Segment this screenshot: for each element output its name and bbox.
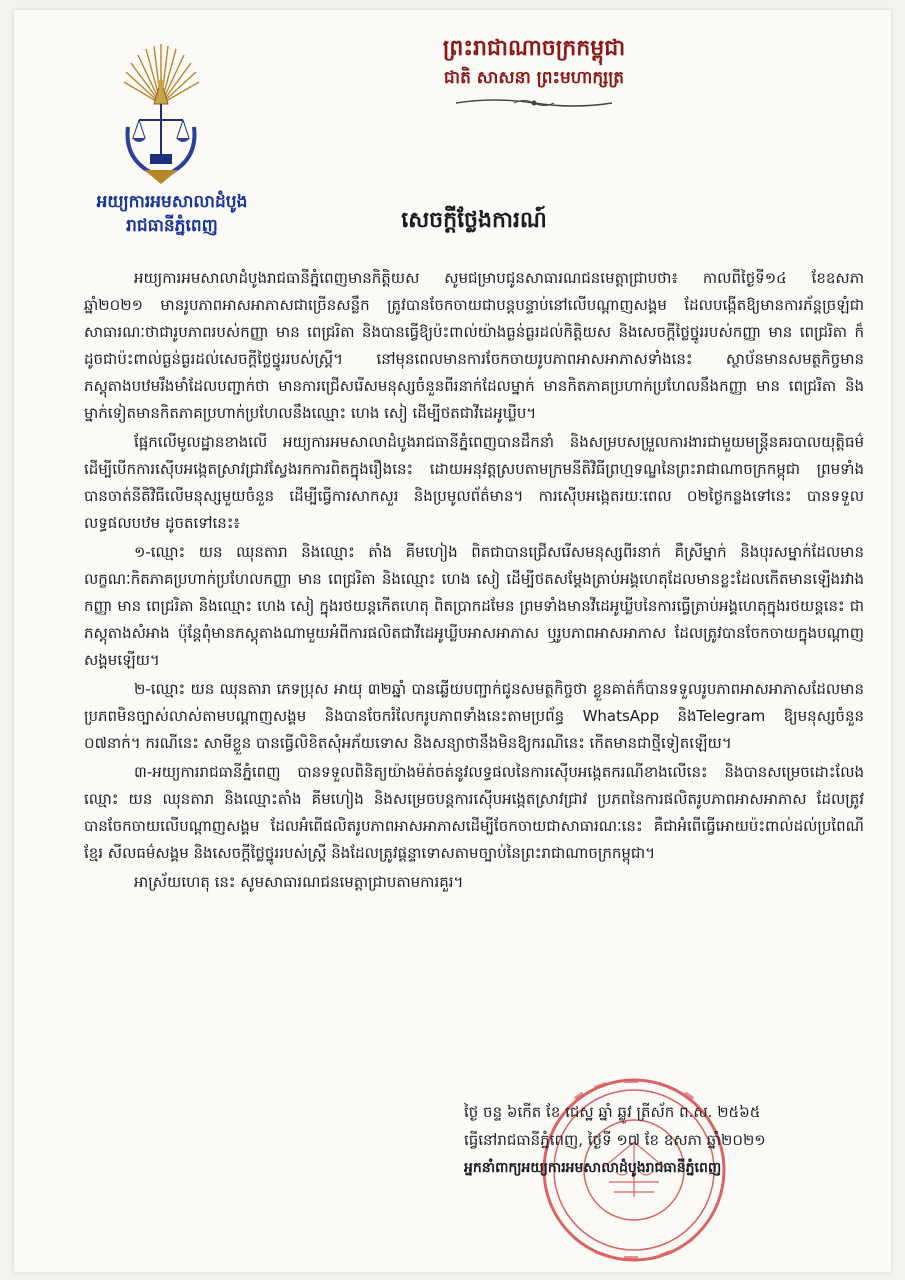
paragraph-investigation: ផ្អែកលើមូលដ្ឋានខាងលើ អយ្យការអមសាលាដំបូងរាជធានីភ្នំពេញបានដឹកនាំ និងសម្របសម្រួលការងារជាមួយមន្ត្រីនគរបាលយុត្តិធម៌ ដើម្បីបើកការស៊ើបអង្កេតស្រាវជ្រាវស្វែងរកការពិតក្នុងរឿងនេះ ដោយអនុវត្តស្របតាមក្រមនីតិវិធីព្រហ្មទណ្ឌនៃព្រះរាជាណាចក្រកម្ពុជា ព្រមទាំងបានចាត់នីតិវិធីលើមនុស្សមួយចំនួន ដើម្បីធ្វើការសាកសួរ និងប្រមូលព័ត៌មាន។ ការស៊ើបអង្កេតរយៈពេល ០២ថ្ងៃកន្លងទៅនេះ បានទទួលលទ្ធផលបឋម ដូចតទៅនេះ៖ (84, 433, 864, 532)
paragraph-intro: អយ្យការអមសាលាដំបូងរាជធានីភ្នំពេញមានកិត្តិយស សូមជម្រាបជូនសាធារណជនមេត្តាជ្រាបថា៖ កាលពីថ្ងៃទី១៤ ខែឧសភា ឆ្នាំ២០២១ មានរូបភាពអាសអាភាសជាច្រើនសន្លឹក ត្រូវបានចែកចាយជាបន្តបន្ទាប់នៅលើបណ្តាញសង្គម ដែលបង្កើតឱ្យមានការភ័ន្តច្រឡំជាសាធារណៈថាជារូបភាពរបស់កញ្ញា មាន ពេជ្ររិតា និងបានធ្វើឱ្យប៉ះពាល់យ៉ាងធ្ងន់ធ្ងរដល់កិត្តិយស និងសេចក្តីថ្លៃថ្នូររបស់កញ្ញា មាន ពេជ្ររិតា ក៏ដូចជាប៉ះពាល់ធ្ងន់ធ្ងរដល់សេចក្តីថ្លៃថ្នូររបស់ស្ត្រី។ នៅមុនពេលមានការចែកចាយរូបភាពអាសអាភាសទាំងនេះ ស្ថាប័នមានសមត្ថកិច្ចមានភស្តុតាងបឋមរឹងមាំដែលបញ្ជាក់ថា មានការជ្រើសរើសមនុស្សចំនួនពីរនាក់ដែលម្នាក់ មានកិតភាគប្រហាក់ប្រហែលនឹងកញ្ញា មាន ពេជ្ររិតា និងម្នាក់ទៀតមានកិតភាគប្រហាក់ប្រហែលនឹងឈ្មោះ ហេង សៀ ដើម្បីថតជាវីដេអូឃ្លីប។ (84, 269, 864, 422)
paragraph-finding-2: ២-ឈ្មោះ យន ឈុនតារា ភេទប្រុស អាយុ ៣២ឆ្នាំ បានឆ្លើយបញ្ជាក់ជូនសមត្ថកិច្ចថា ខ្លួនគាត់ក៏បានទទួលរូបភាពអាសអាភាសដែលមានប្រភពមិនច្បាស់លាស់តាមបណ្តាញសង្គម និងបានចែករំលែករូបភាពទាំងនេះតាមប្រព័ន្ធ WhatsApp និងTelegram ឱ្យមនុស្សចំនួន ០៧នាក់។ ករណីនេះ សាមីខ្លួន បានធ្វើលិខិតសុំអភ័យទោស និងសន្យាថានឹងមិនឱ្យករណីនេះ កើតមានជាថ្មីទៀតឡើយ។ (84, 680, 864, 752)
document-title: សេចក្តីថ្លែងការណ៍ (401, 208, 547, 233)
national-motto: ជាតិ សាសនា ព្រះមហាក្សត្រ (443, 68, 625, 88)
office-name (72, 190, 272, 238)
paragraph-finding-3: ៣-អយ្យការរាជធានីភ្នំពេញ បានទទួលពិនិត្យយ៉ាងម៉ត់ចត់នូវលទ្ធផលនៃការស៊ើបអង្កេតករណីខាងលើនេះ និងបានសម្រេចដោះលែងឈ្មោះ យន ឈុនតារា និងឈ្មោះតាំង គីមហៀង និងសម្រេចបន្តការស៊ើបអង្កេតស្រាវជ្រាវ ប្រភពនៃការផលិតរូបភាពអាសអាភាស ដែលត្រូវបានចែកចាយលើបណ្តាញសង្គម ដែលអំពើផលិតរូបភាពអាសអាភាសដើម្បីចែកចាយជាសាធារណៈនេះ គឺជាអំពើធ្វើអោយប៉ះពាល់ដល់ប្រពៃណីខ្មែរ សីលធម៌សង្គម និងសេចក្តីថ្លៃថ្នូររបស់ស្ត្រី និងដែលត្រូវផ្តន្ទាទោសតាមច្បាប់នៃព្រះរាជាណាចក្រកម្ពុជា។ (84, 763, 864, 862)
prosecutor-emblem-icon (114, 42, 209, 192)
office-name-line2: រាជធានីភ្នំពេញ (126, 216, 218, 236)
paragraph-closing: អាស្រ័យហេតុ នេះ សូមសាធារណជនមេត្តាជ្រាបតាមការគួរ។ (134, 873, 464, 891)
office-name-line1: អយ្យការអមសាលាដំបូង (96, 192, 248, 212)
place-and-date: ធ្វើនៅរាជធានីភ្នំពេញ, ថ្ងៃទី ១៧ ខែ ឧសភា ឆ្នាំ២០២១ (464, 1131, 766, 1149)
spokesperson-title: អ្នកនាំពាក្យអយ្យការអមសាលាដំបូងរាជធានីភ្នំពេញ (464, 1160, 722, 1176)
statement-body (84, 265, 864, 898)
lunar-date: ថ្ងៃ ចន្ទ ៦កើត ខែ ជេស្ឋ ឆ្នាំ ឆ្លូវ ត្រីស័ក ព.ស. ២៥៦៥ (464, 1103, 761, 1121)
paragraph-finding-1: ១-ឈ្មោះ យន ឈុនតារា និងឈ្មោះ តាំង គីមហៀង ពិតជាបានជ្រើសរើសមនុស្សពីរនាក់ គឺស្រីម្នាក់ និងបុរសម្នាក់ដែលមានលក្ខណៈកិតភាគប្រហាក់ប្រហែលកញ្ញា មាន ពេជ្ររិតា និងឈ្មោះ ហេង សៀ ដើម្បីថតសម្តែងត្រាប់អង្គហេតុដែលមានខ្លះដែលកើតមានឡើងរវាងកញ្ញា មាន ពេជ្ររិតា និងឈ្មោះ ហេង សៀ ក្នុងរថយន្តកើតហេតុ ពិតប្រាកដមែន ព្រមទាំងមានវីដេអូឃ្លីបនៃការធ្វើត្រាប់អង្គហេតុក្នុងរថយន្តនេះ ជាភស្តុតាងសំអាង ប៉ុន្តែពុំមានភស្តុតាងណាមួយអំពីការផលិតជាវីដេអូឃ្លីបអាសអាភាស ឬរូបភាពអាសអាភាស ដែលត្រូវបានចែកចាយក្នុងបណ្តាញសង្គមឡើយ។ (84, 543, 864, 669)
ornament-divider-icon (454, 96, 614, 110)
signature-block (464, 1098, 864, 1182)
kingdom-heading: ព្រះរាជាណាចក្រកម្ពុជា (442, 36, 626, 61)
document-page (14, 10, 891, 1272)
